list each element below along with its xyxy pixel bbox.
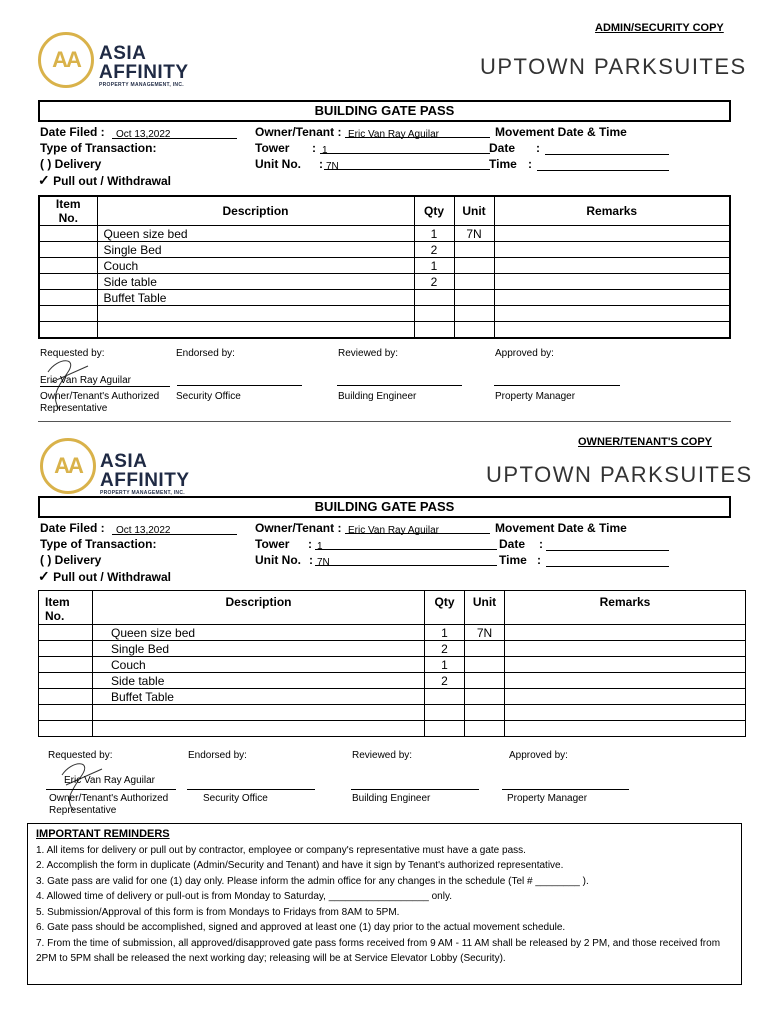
tower-label: Tower xyxy=(255,141,290,155)
time-label: Time xyxy=(499,553,527,567)
brand-name: UPTOWN PARKSUITES xyxy=(486,462,753,487)
item-description: Side table xyxy=(97,274,414,290)
owner-label: Owner/Tenant : xyxy=(255,125,342,139)
delivery-option[interactable]: ( ) Delivery xyxy=(40,157,102,171)
requester-role: Owner/Tenant's Authorized Representative xyxy=(40,391,160,414)
reminder-item: 6. Gate pass should be accomplished, signed and approved at least one (1) day prior to the actual movement schedule. xyxy=(36,922,566,933)
checkmark-icon: ✓ xyxy=(38,568,50,584)
reviewed-by-label: Reviewed by: xyxy=(338,348,399,359)
movement-label: Movement Date & Time xyxy=(495,521,627,535)
item-description: Buffet Table xyxy=(97,290,414,306)
endorser-signature-line[interactable] xyxy=(187,789,315,790)
reminders-title: IMPORTANT REMINDERS xyxy=(36,828,170,840)
header-description: Description xyxy=(97,196,414,226)
date-label: Date xyxy=(489,141,516,155)
table-row xyxy=(39,226,730,242)
header-qty: Qty xyxy=(414,196,454,226)
endorser-role: Security Office xyxy=(203,793,268,804)
date-filed-label: Date Filed : xyxy=(40,521,105,535)
unit-field[interactable]: 7N xyxy=(315,552,497,566)
delivery-option[interactable]: ( ) Delivery xyxy=(40,553,102,567)
approver-signature-line[interactable] xyxy=(502,789,629,790)
table-row xyxy=(39,657,746,673)
reminder-item: 3. Gate pass are valid for one (1) day only. Please inform the admin office for any changes in the schedule (Tel # ________ ). xyxy=(36,875,589,887)
copy-label: OWNER/TENANT'S COPY xyxy=(578,436,713,448)
important-reminders xyxy=(27,823,742,985)
reminder-item: 5. Submission/Approval of this form is from Mondays to Fridays from 8AM to 5PM. xyxy=(36,906,400,918)
tower-field[interactable]: 1 xyxy=(320,140,490,154)
approved-by-label: Approved by: xyxy=(495,348,554,359)
time-label: Time xyxy=(489,157,517,171)
owner-field[interactable]: Eric Van Ray Aguilar xyxy=(345,124,490,138)
checkmark-icon: ✓ xyxy=(38,172,50,188)
transaction-type-label: Type of Transaction: xyxy=(40,537,157,551)
table-row xyxy=(39,689,746,705)
date-filed-label: Date Filed : xyxy=(40,125,105,139)
form-title: BUILDING GATE PASS xyxy=(38,496,731,518)
item-unit: 7N xyxy=(454,226,494,242)
items-table xyxy=(38,590,746,737)
items-table xyxy=(38,195,731,339)
requested-by-label: Requested by: xyxy=(40,348,105,359)
pullout-option[interactable]: ✓ Pull out / Withdrawal xyxy=(38,568,171,584)
header-remarks: Remarks xyxy=(494,196,730,226)
item-description: Single Bed xyxy=(97,242,414,258)
tower-label: Tower xyxy=(255,537,290,551)
company-name: ASIA AFFINITY PROPERTY MANAGEMENT, INC. xyxy=(99,43,189,88)
requester-name: Eric Van Ray Aguilar xyxy=(64,775,155,786)
table-row xyxy=(39,625,746,641)
item-qty: 1 xyxy=(414,226,454,242)
header-unit: Unit xyxy=(454,196,494,226)
item-description: Couch xyxy=(93,657,425,673)
reminder-item: 2. Accomplish the form in duplicate (Admin/Security and Tenant) and have it sign by Tenant's authorized representative. xyxy=(36,860,564,871)
reviewed-by-label: Reviewed by: xyxy=(352,750,413,761)
header-item-no: Item No. xyxy=(39,196,97,226)
item-qty: 2 xyxy=(425,641,465,657)
header-remarks: Remarks xyxy=(505,591,746,625)
item-qty: 2 xyxy=(425,673,465,689)
requester-signature-line[interactable]: Eric Van Ray Aguilar xyxy=(40,375,170,387)
date-field[interactable] xyxy=(546,536,669,551)
header-qty: Qty xyxy=(425,591,465,625)
unit-label: Unit No. xyxy=(255,157,301,171)
table-row xyxy=(39,274,730,290)
header-unit: Unit xyxy=(465,591,505,625)
item-description: Buffet Table xyxy=(93,689,425,705)
movement-label: Movement Date & Time xyxy=(495,125,627,139)
item-description: Side table xyxy=(93,673,425,689)
item-description: Single Bed xyxy=(93,641,425,657)
reminder-item: 1. All items for delivery or pull out by contractor, employee or company's representative must have a gate pass. xyxy=(36,844,526,856)
time-field[interactable] xyxy=(537,156,669,171)
date-field[interactable] xyxy=(545,140,669,155)
header-description: Description xyxy=(93,591,425,625)
endorsed-by-label: Endorsed by: xyxy=(176,348,235,359)
approved-by-label: Approved by: xyxy=(509,750,568,761)
item-qty: 1 xyxy=(414,258,454,274)
item-qty: 1 xyxy=(425,625,465,641)
approver-role: Property Manager xyxy=(507,793,588,804)
reminder-item: 4. Allowed time of delivery or pull-out is from Monday to Saturday, __________________ only. xyxy=(36,891,452,902)
reviewer-signature-line[interactable] xyxy=(351,789,479,790)
reviewer-role: Building Engineer xyxy=(352,793,431,804)
company-logo xyxy=(38,32,94,88)
time-field[interactable] xyxy=(546,552,669,567)
brand-name: UPTOWN PARKSUITES xyxy=(480,54,747,79)
item-qty: 2 xyxy=(414,274,454,290)
table-row xyxy=(39,290,730,306)
table-row xyxy=(39,258,730,274)
date-label: Date xyxy=(499,537,526,551)
requester-role: Owner/Tenant's Authorized Representative xyxy=(49,793,169,816)
tower-field[interactable]: 1 xyxy=(315,536,497,550)
table-row xyxy=(39,641,746,657)
table-row xyxy=(39,705,746,721)
company-name: ASIA AFFINITY PROPERTY MANAGEMENT, INC. xyxy=(100,451,190,496)
table-row xyxy=(39,721,746,737)
date-filed-field[interactable]: Oct 13,2022 xyxy=(112,124,237,139)
logo-emblem: AA xyxy=(40,438,96,494)
copy-label: ADMIN/SECURITY COPY xyxy=(595,22,724,34)
section-divider xyxy=(38,421,731,422)
item-qty: 1 xyxy=(425,657,465,673)
approver-role: Property Manager xyxy=(495,391,576,402)
owner-label: Owner/Tenant : xyxy=(255,521,342,535)
requested-by-label: Requested by: xyxy=(48,750,113,761)
owner-field[interactable]: Eric Van Ray Aguilar xyxy=(345,520,490,534)
item-unit: 7N xyxy=(465,625,505,641)
item-description: Queen size bed xyxy=(93,625,425,641)
form-title: BUILDING GATE PASS xyxy=(38,100,731,122)
endorsed-by-label: Endorsed by: xyxy=(188,750,247,761)
reviewer-role: Building Engineer xyxy=(338,391,417,402)
item-description: Queen size bed xyxy=(97,226,414,242)
header-item-no: Item No. xyxy=(39,591,93,625)
endorser-role: Security Office xyxy=(176,391,241,402)
table-row xyxy=(39,242,730,258)
pullout-option[interactable]: ✓ Pull out / Withdrawal xyxy=(38,172,171,188)
unit-field[interactable]: 7N xyxy=(324,156,490,170)
date-filed-field[interactable]: Oct 13,2022 xyxy=(112,520,237,535)
table-row xyxy=(39,322,730,338)
endorser-signature-line[interactable] xyxy=(177,385,302,386)
approver-signature-line[interactable] xyxy=(494,385,620,386)
reminder-item: 7. From the time of submission, all approved/disapproved gate pass forms received from 9 AM - 11 AM shall be released by 2 PM, and those received from 2PM to 5PM shall be released the next working day; releasing will be at Service Elevator Lobby (Security). xyxy=(36,937,721,964)
transaction-type-label: Type of Transaction: xyxy=(40,141,157,155)
item-description: Couch xyxy=(97,258,414,274)
logo-emblem: AA xyxy=(38,32,94,88)
reviewer-signature-line[interactable] xyxy=(337,385,462,386)
company-logo xyxy=(40,438,96,494)
requester-signature-line[interactable] xyxy=(46,789,176,790)
item-qty: 2 xyxy=(414,242,454,258)
unit-label: Unit No. xyxy=(255,553,301,567)
table-row xyxy=(39,673,746,689)
table-row xyxy=(39,306,730,322)
